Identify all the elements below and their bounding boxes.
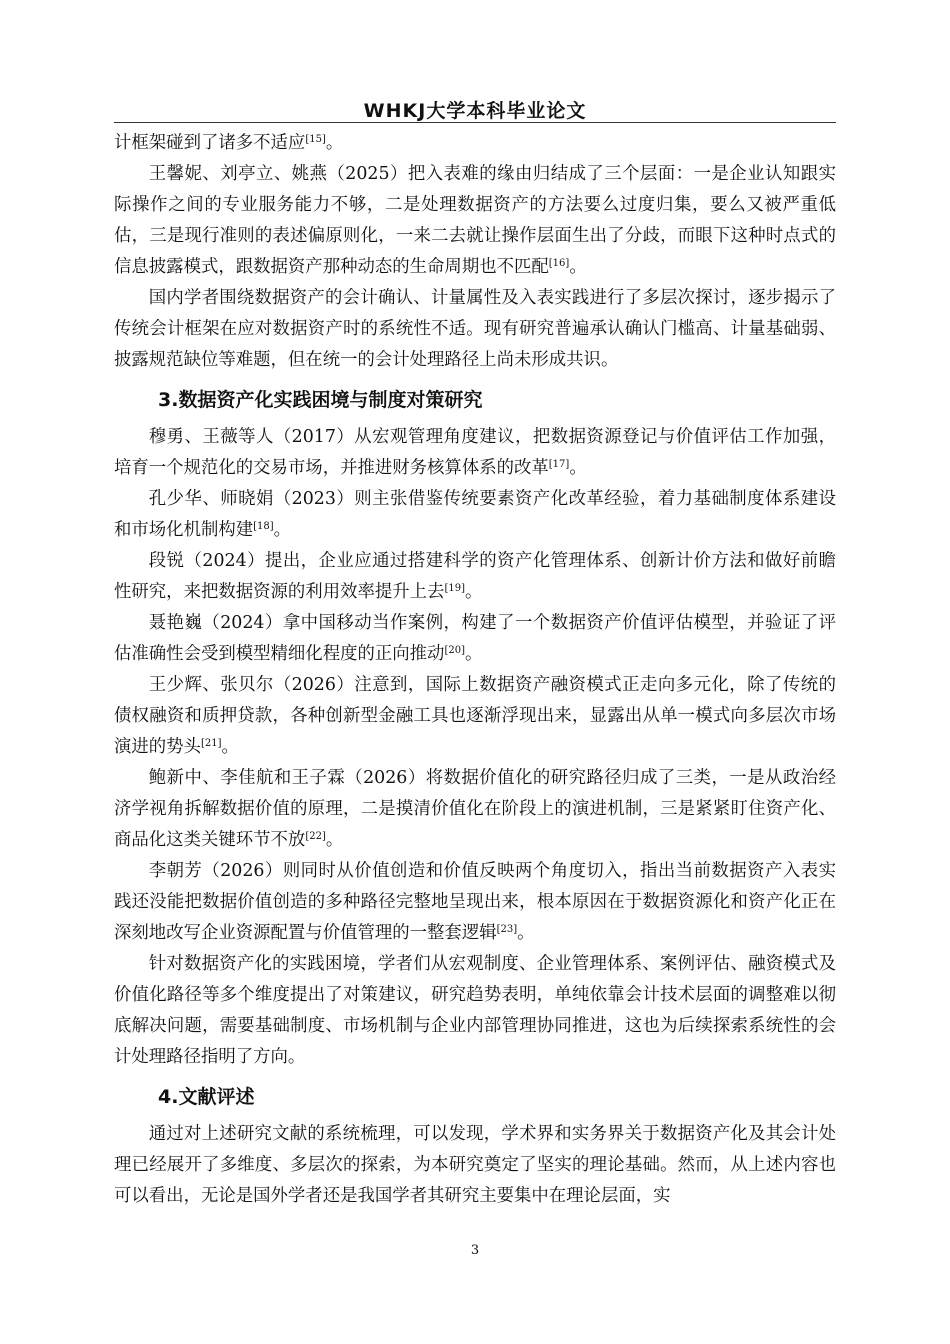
paragraph-summary: 针对数据资产化的实践困境，学者们从宏观制度、企业管理体系、案例评估、融资模式及价值化路径等多个维度提出了对策建议，研究趋势表明，单纯依靠会计技术层面的调整难以彻底解决问题，需要基础制度、市场机制与企业内部管理协同推进，这也为后续探索系统性的会计处理路径指明了方向。 (114, 954, 836, 1067)
citation-ref: [16] (548, 258, 570, 269)
paragraph: 孔少华、师晓娟（2023）则主张借鉴传统要素资产化改革经验，着力基础制度体系建设和市场化机制构建[18]。 (114, 489, 836, 540)
citation-ref: [22] (305, 831, 326, 842)
paragraph: 王少辉、张贝尔（2026）注意到，国际上数据资产融资模式正走向多元化，除了传统的债权融资和质押贷款，各种创新型金融工具也逐渐浮现出来，显露出从单一模式向多层次市场演进的势头[21]。 (114, 675, 836, 757)
paragraph: 鲍新中、李佳航和王子霖（2026）将数据价值化的研究路径归成了三类，一是从政治经济学视角拆解数据价值的原理，二是摸清价值化在阶段上的演进机制，三是紧紧盯住资产化、商品化这类关键环节不放[22]。 (114, 768, 836, 850)
section-heading-3: 3.数据资产化实践困境与制度对策研究 (158, 389, 483, 411)
header-rule (114, 122, 836, 123)
citation-ref: [23] (496, 924, 518, 935)
citation-ref: [19] (444, 583, 465, 594)
paragraph: 段锐（2024）提出，企业应通过搭建科学的资产化管理体系、创新计价方法和做好前瞻性研究，来把数据资源的利用效率提升上去[19]。 (114, 551, 836, 602)
citation-ref: [20] (444, 645, 465, 656)
citation-ref: [15] (305, 134, 326, 145)
paragraph: 通过对上述研究文献的系统梳理，可以发现，学术界和实务界关于数据资产化及其会计处理已经展开了多维度、多层次的探索，为本研究奠定了坚实的理论基础。然而，从上述内容也可以看出，无论是国外学者还是我国学者其研究主要集中在理论层面，实 (114, 1124, 836, 1206)
page-header-title: WHKJ大学本科毕业论文 (363, 100, 587, 122)
citation-ref: [17] (548, 459, 570, 470)
citation-ref: [21] (200, 738, 222, 749)
paragraph: 王馨妮、刘亭立、姚燕（2025）把入表难的缘由归结成了三个层面：一是企业认知跟实际操作之间的专业服务能力不够，二是处理数据资产的方法要么过度归集，要么又被严重低估，三是现行准则的表述偏原则化，一来二去就让操作层面生出了分歧，而眼下这种时点式的信息披露模式，跟数据资产那种动态的生命周期也不匹配[16]。 (114, 164, 836, 277)
paragraph: 聂艳巍（2024）拿中国移动当作案例，构建了一个数据资产价值评估模型，并验证了评估准确性会受到模型精细化程度的正向推动[20]。 (114, 613, 836, 664)
body-text (114, 128, 836, 1212)
paragraph: 李朝芳（2026）则同时从价值创造和价值反映两个角度切入，指出当前数据资产入表实践还没能把数据价值创造的多种路径完整地呈现出来，根本原因在于数据资源化和资产化正在深刻地改写企业资源配置与价值管理的一整套逻辑[23]。 (114, 861, 836, 943)
section-heading-4: 4.文献评述 (158, 1086, 255, 1108)
paragraph: 穆勇、王薇等人（2017）从宏观管理角度建议，把数据资源登记与价值评估工作加强，培育一个规范化的交易市场，并推进财务核算体系的改革[17]。 (114, 427, 836, 478)
paragraph-summary: 国内学者围绕数据资产的会计确认、计量属性及入表实践进行了多层次探讨，逐步揭示了传统会计框架在应对数据资产时的系统性不适。现有研究普遍承认确认门槛高、计量基础弱、披露规范缺位等难题，但在统一的会计处理路径上尚未形成共识。 (114, 288, 836, 370)
page-number: 3 (470, 1243, 480, 1258)
citation-ref: [18] (253, 521, 274, 532)
paragraph-continued: 计框架碰到了诸多不适应[15]。 (114, 133, 344, 153)
